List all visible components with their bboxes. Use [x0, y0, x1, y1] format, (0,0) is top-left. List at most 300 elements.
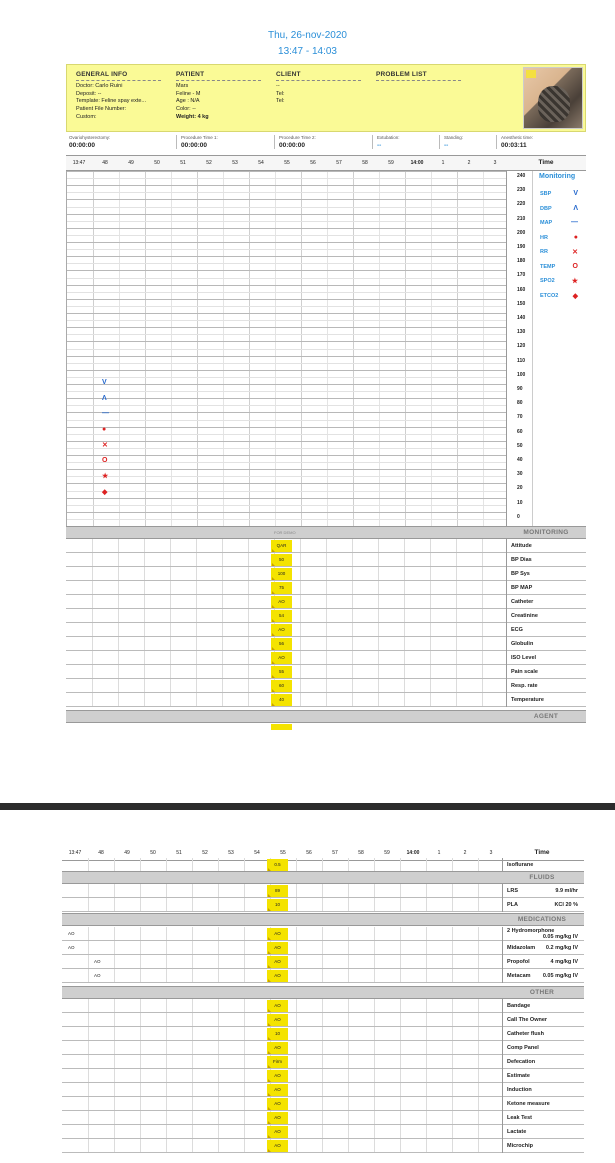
grid-vline — [192, 999, 193, 1012]
row-label[interactable] — [502, 884, 582, 898]
row-label[interactable] — [502, 1125, 582, 1139]
row-note[interactable]: AO — [68, 931, 75, 936]
time-label: Anesthetic time: — [501, 135, 534, 140]
current-value-cell[interactable]: AO — [267, 1042, 288, 1054]
grid-vline — [426, 884, 427, 897]
row-label[interactable] — [502, 1027, 582, 1041]
grid-vline — [92, 679, 93, 692]
general-line: Patient File Number: — [76, 106, 127, 113]
grid-vline — [170, 609, 171, 622]
chart-marker-etco2-icon[interactable]: ◆ — [102, 488, 108, 496]
current-value-cell[interactable]: 56 — [271, 638, 292, 650]
scale-label: 20 — [517, 485, 523, 492]
grid-vline — [482, 651, 483, 664]
current-value-cell[interactable]: AO — [267, 942, 288, 954]
monitoring-rows — [66, 539, 586, 707]
grid-vline — [118, 665, 119, 678]
grid-vline — [478, 1055, 479, 1068]
row-label[interactable] — [506, 609, 586, 623]
row-label[interactable] — [506, 679, 586, 693]
row-label[interactable] — [502, 858, 582, 872]
grid-vline — [192, 1069, 193, 1082]
column-header[interactable]: 14:00 — [406, 850, 420, 856]
grid-vline — [452, 927, 453, 940]
column-header[interactable]: 51 — [176, 850, 182, 856]
grid-vline — [296, 898, 297, 911]
column-header[interactable]: 3 — [489, 850, 493, 856]
grid-vline — [166, 1139, 167, 1152]
grid-vline — [326, 693, 327, 706]
grid-vline — [140, 999, 141, 1012]
grid-vline — [322, 941, 323, 954]
grid-vline — [218, 1111, 219, 1124]
scale-label: 150 — [517, 300, 526, 307]
column-header[interactable]: 13:47 — [72, 160, 86, 166]
grid-vline — [144, 567, 145, 580]
row-label-text: Call The Owner — [507, 1017, 548, 1023]
time-value: 00:00:00 — [69, 142, 96, 149]
row-label[interactable] — [506, 623, 586, 637]
grid-vline — [88, 1027, 89, 1040]
current-value-cell[interactable]: 75 — [271, 582, 292, 594]
row-label[interactable] — [502, 1055, 582, 1069]
table-row — [66, 553, 586, 567]
current-value-cell[interactable]: AO — [271, 652, 292, 664]
column-header[interactable]: 49 — [128, 160, 134, 166]
current-value-cell[interactable]: 50 — [271, 554, 292, 566]
row-label[interactable] — [502, 1111, 582, 1125]
row-label[interactable] — [502, 969, 582, 983]
row-label[interactable] — [506, 595, 586, 609]
time-box[interactable] — [69, 135, 179, 149]
grid-vline — [244, 1013, 245, 1026]
grid-vline — [426, 1055, 427, 1068]
grid-vline — [374, 941, 375, 954]
row-label-text: Metacam — [507, 973, 531, 979]
entry-flag-icon — [268, 1037, 271, 1040]
grid-vline — [300, 581, 301, 594]
grid-vline — [88, 927, 89, 940]
column-header[interactable]: 48 — [102, 160, 108, 166]
grid-vline — [88, 1111, 89, 1124]
grid-vline — [218, 1041, 219, 1054]
grid-vline — [426, 1013, 427, 1026]
grid-vline — [118, 637, 119, 650]
grid-vline — [222, 651, 223, 664]
row-label[interactable] — [506, 651, 586, 665]
legend-item-temp[interactable] — [540, 264, 584, 270]
grid-vline — [430, 553, 431, 566]
grid-vline — [348, 1111, 349, 1124]
grid-vline — [374, 1027, 375, 1040]
row-label[interactable] — [502, 999, 582, 1013]
grid-vline — [404, 651, 405, 664]
time-label: Extubation: — [377, 135, 400, 140]
grid-vline — [248, 693, 249, 706]
grid-vline — [452, 1097, 453, 1110]
scale-label: 80 — [517, 400, 523, 407]
client-line: Tel: — [276, 90, 285, 97]
time-value: 00:00:00 — [181, 142, 208, 149]
agent-section-bar — [66, 710, 586, 723]
chart-marker-hr-icon[interactable]: ● — [102, 425, 107, 433]
row-label[interactable] — [502, 1013, 582, 1027]
column-header[interactable]: 56 — [306, 850, 312, 856]
current-value-cell[interactable]: AO — [271, 624, 292, 636]
grid-vline — [482, 637, 483, 650]
column-header[interactable]: 48 — [98, 850, 104, 856]
grid-vline — [218, 1055, 219, 1068]
grid-hline — [67, 207, 506, 208]
row-label[interactable] — [506, 665, 586, 679]
current-value-cell[interactable]: 89 — [267, 885, 288, 897]
table-row — [66, 539, 586, 553]
current-value-cell[interactable]: AO — [267, 1000, 288, 1012]
grid-vline — [300, 651, 301, 664]
current-value-cell[interactable]: 54 — [271, 610, 292, 622]
chart-marker-temp-icon[interactable]: O — [102, 456, 108, 464]
column-header[interactable]: 1 — [441, 160, 445, 166]
scale-label: 180 — [517, 258, 526, 265]
grid-vline — [352, 679, 353, 692]
row-label[interactable] — [506, 693, 586, 707]
column-header[interactable]: 49 — [124, 850, 130, 856]
scale-label: 120 — [517, 343, 526, 350]
row-label-text: ISO Level — [511, 655, 537, 661]
row-label-text: BP Dias — [511, 557, 532, 563]
grid-vline — [218, 1069, 219, 1082]
grid-vline — [348, 955, 349, 968]
grid-hline — [67, 370, 506, 371]
column-header[interactable]: 52 — [206, 160, 212, 166]
grid-vline — [92, 623, 93, 636]
grid-vline — [218, 969, 219, 982]
row-label-text: Resp. rate — [511, 683, 538, 689]
medication-rows — [62, 927, 584, 983]
current-value-cell[interactable]: AO — [267, 1084, 288, 1096]
patient-line: Feline - M — [176, 90, 201, 97]
grid-vline — [296, 884, 297, 897]
grid-vline — [300, 595, 301, 608]
table-row — [66, 637, 586, 651]
grid-hline — [67, 412, 506, 413]
time-box[interactable] — [176, 135, 277, 149]
column-header[interactable]: 53 — [232, 160, 238, 166]
grid-vline — [374, 1069, 375, 1082]
current-value-cell[interactable]: AO — [267, 1126, 288, 1138]
column-header[interactable]: 50 — [154, 160, 160, 166]
current-column-strip — [271, 724, 292, 730]
grid-vline — [348, 1055, 349, 1068]
grid-vline — [326, 581, 327, 594]
current-value-cell[interactable]: 60 — [271, 680, 292, 692]
grid-vline — [430, 623, 431, 636]
grid-vline — [118, 651, 119, 664]
chart-marker-rr-icon[interactable]: ✕ — [102, 442, 108, 449]
grid-hline — [67, 476, 506, 477]
grid-vline — [114, 1069, 115, 1082]
grid-vline — [374, 1041, 375, 1054]
grid-vline — [196, 595, 197, 608]
row-label[interactable] — [506, 581, 586, 595]
grid-vline — [348, 1125, 349, 1138]
grid-vline — [482, 693, 483, 706]
grid-vline — [140, 1013, 141, 1026]
column-header[interactable]: 13:47 — [68, 850, 82, 856]
current-value-cell[interactable]: AO — [267, 970, 288, 982]
entry-flag-icon — [268, 1149, 271, 1152]
grid-vline — [166, 1083, 167, 1096]
time-box[interactable] — [274, 135, 375, 149]
grid-vline — [296, 858, 297, 871]
legend-symbol-icon: ✕ — [572, 249, 578, 256]
grid-vline — [296, 955, 297, 968]
grid-vline — [218, 898, 219, 911]
column-header[interactable]: 52 — [202, 850, 208, 856]
grid-vline — [92, 553, 93, 566]
row-note[interactable]: AO — [68, 945, 75, 950]
general-line: Deposit: -- — [76, 90, 102, 97]
general-info-title: GENERAL INFO — [76, 71, 161, 81]
column-header[interactable]: 54 — [258, 160, 264, 166]
current-value-cell[interactable]: AO — [267, 956, 288, 968]
grid-vline — [378, 651, 379, 664]
current-value-cell[interactable]: AO — [267, 1098, 288, 1110]
row-label[interactable] — [502, 1083, 582, 1097]
grid-vline — [400, 955, 401, 968]
row-label[interactable] — [502, 955, 582, 969]
legend-item-hr[interactable] — [540, 235, 584, 241]
legend-item-spo2[interactable] — [540, 278, 584, 284]
row-label[interactable] — [506, 539, 586, 553]
grid-vline — [196, 637, 197, 650]
column-header[interactable]: 51 — [180, 160, 186, 166]
grid-vline — [478, 955, 479, 968]
grid-vline — [192, 1055, 193, 1068]
grid-vline — [348, 941, 349, 954]
client-line: Tel: — [276, 98, 285, 105]
chart-marker-spo2-icon[interactable]: ★ — [102, 473, 109, 480]
current-value-cell[interactable]: 10 — [267, 1028, 288, 1040]
grid-vline — [114, 955, 115, 968]
monitoring-section-bar — [66, 526, 586, 539]
column-header[interactable]: 55 — [280, 850, 286, 856]
grid-vline — [218, 1027, 219, 1040]
time-box[interactable] — [372, 135, 442, 149]
table-row — [66, 665, 586, 679]
current-value-cell[interactable]: AO — [267, 1140, 288, 1152]
column-header[interactable]: 59 — [388, 160, 394, 166]
grid-vline — [322, 1139, 323, 1152]
legend-title[interactable]: Monitoring — [539, 173, 576, 180]
chart-marker-dbp-icon[interactable]: Λ — [102, 394, 107, 402]
current-value-cell[interactable]: 100 — [271, 568, 292, 580]
grid-vline — [348, 1083, 349, 1096]
time-box[interactable] — [496, 135, 584, 149]
grid-vline — [166, 884, 167, 897]
monitoring-chart-grid[interactable] — [66, 171, 506, 526]
row-label[interactable] — [502, 1069, 582, 1083]
grid-vline — [248, 609, 249, 622]
current-value-cell[interactable]: 0.5 — [267, 859, 288, 871]
grid-hline — [67, 235, 506, 236]
row-note[interactable]: AO — [94, 973, 101, 978]
grid-vline — [196, 693, 197, 706]
legend-item-etco2[interactable] — [540, 293, 584, 299]
column-header[interactable]: 3 — [493, 160, 497, 166]
chart-marker-sbp-icon[interactable]: V — [102, 379, 107, 386]
row-label[interactable] — [502, 1097, 582, 1111]
grid-vline — [192, 1125, 193, 1138]
current-value-cell[interactable]: AO — [267, 1014, 288, 1026]
row-label[interactable] — [506, 567, 586, 581]
column-header[interactable]: 14:00 — [410, 160, 424, 166]
column-header[interactable]: 54 — [254, 850, 260, 856]
grid-vline — [374, 1111, 375, 1124]
grid-vline — [218, 884, 219, 897]
row-label[interactable] — [506, 553, 586, 567]
current-value-cell[interactable]: QAR — [271, 540, 292, 552]
legend-label: HR — [540, 234, 548, 241]
grid-vline — [192, 884, 193, 897]
grid-vline — [196, 581, 197, 594]
legend-symbol-icon: O — [572, 262, 578, 270]
grid-vline — [322, 1013, 323, 1026]
legend-item-dbp[interactable] — [540, 206, 584, 212]
grid-vline — [430, 567, 431, 580]
patient-photo[interactable] — [523, 67, 583, 129]
grid-vline — [452, 1013, 453, 1026]
entry-flag-icon — [272, 661, 275, 664]
grid-vline — [196, 609, 197, 622]
grid-vline — [140, 1111, 141, 1124]
patient-line: Color: -- — [176, 106, 196, 113]
grid-vline — [218, 1083, 219, 1096]
grid-vline — [456, 693, 457, 706]
table-row — [66, 623, 586, 637]
grid-vline — [248, 623, 249, 636]
grid-vline — [192, 941, 193, 954]
row-label-text: 2 Hydromorphone — [507, 928, 555, 934]
row-label[interactable] — [502, 1041, 582, 1055]
grid-hline — [67, 313, 506, 314]
grid-vline — [478, 1111, 479, 1124]
current-value-cell[interactable]: AO — [267, 928, 288, 940]
grid-hline — [67, 384, 506, 385]
column-header[interactable]: 58 — [358, 850, 364, 856]
row-note[interactable]: AO — [94, 959, 101, 964]
grid-vline — [296, 999, 297, 1012]
grid-vline — [222, 637, 223, 650]
legend-item-rr[interactable] — [540, 249, 584, 255]
table-row — [62, 1041, 584, 1055]
grid-vline — [452, 1083, 453, 1096]
column-header[interactable]: 59 — [384, 850, 390, 856]
grid-hline — [67, 221, 506, 222]
grid-hline — [67, 242, 506, 243]
grid-vline — [296, 927, 297, 940]
column-header[interactable]: 57 — [336, 160, 342, 166]
agent-rows — [62, 858, 584, 872]
chart-marker-map-icon[interactable]: — — [102, 410, 109, 417]
column-header[interactable]: 1 — [437, 850, 441, 856]
column-header[interactable]: 53 — [228, 850, 234, 856]
grid-hline — [67, 334, 506, 335]
current-value-cell[interactable]: AO — [267, 1070, 288, 1082]
grid-vline — [322, 898, 323, 911]
grid-vline — [244, 999, 245, 1012]
grid-vline — [218, 1125, 219, 1138]
grid-vline — [192, 1111, 193, 1124]
table-row — [62, 1013, 584, 1027]
current-value-cell[interactable]: 55 — [271, 666, 292, 678]
row-label[interactable] — [502, 941, 582, 955]
current-value-cell[interactable]: 10 — [267, 899, 288, 911]
date-header — [0, 28, 615, 60]
grid-vline — [374, 858, 375, 871]
legend-item-sbp[interactable] — [540, 191, 584, 197]
grid-vline — [322, 1055, 323, 1068]
grid-vline — [170, 665, 171, 678]
grid-vline — [478, 1083, 479, 1096]
grid-vline — [478, 1013, 479, 1026]
entry-flag-icon — [268, 1079, 271, 1082]
column-header[interactable]: 58 — [362, 160, 368, 166]
grid-vline — [88, 1013, 89, 1026]
column-header[interactable]: 55 — [284, 160, 290, 166]
column-header[interactable]: 50 — [150, 850, 156, 856]
current-value-cell[interactable]: AO — [271, 596, 292, 608]
grid-vline — [322, 1083, 323, 1096]
row-label[interactable] — [502, 927, 582, 941]
current-value-cell[interactable]: Firm — [267, 1056, 288, 1068]
grid-vline — [326, 623, 327, 636]
row-rate: 9.9 ml/hr — [555, 888, 578, 894]
grid-vline — [426, 1083, 427, 1096]
time-box[interactable] — [439, 135, 499, 149]
grid-vline — [348, 1013, 349, 1026]
column-header[interactable]: 2 — [467, 160, 471, 166]
grid-vline — [452, 898, 453, 911]
grid-vline — [426, 1069, 427, 1082]
column-header[interactable]: 2 — [463, 850, 467, 856]
current-value-cell[interactable]: AO — [267, 1112, 288, 1124]
grid-vline — [244, 898, 245, 911]
grid-hline — [67, 214, 506, 215]
grid-vline — [114, 1027, 115, 1040]
current-value-cell[interactable]: 40 — [271, 694, 292, 706]
column-header[interactable]: 56 — [310, 160, 316, 166]
table-row — [62, 884, 584, 898]
grid-vline — [170, 539, 171, 552]
grid-vline — [322, 1111, 323, 1124]
legend-item-map[interactable] — [540, 220, 584, 226]
grid-vline — [452, 884, 453, 897]
grid-vline — [140, 1139, 141, 1152]
column-header[interactable]: 57 — [332, 850, 338, 856]
grid-vline — [144, 595, 145, 608]
grid-vline — [352, 609, 353, 622]
scale-label: 240 — [517, 173, 526, 179]
grid-vline — [430, 609, 431, 622]
row-label[interactable] — [506, 637, 586, 651]
grid-vline — [166, 969, 167, 982]
row-label[interactable] — [502, 1139, 582, 1153]
grid-hline — [67, 192, 506, 193]
row-label[interactable] — [502, 898, 582, 912]
scale-label: 190 — [517, 244, 526, 250]
grid-vline — [88, 1097, 89, 1110]
